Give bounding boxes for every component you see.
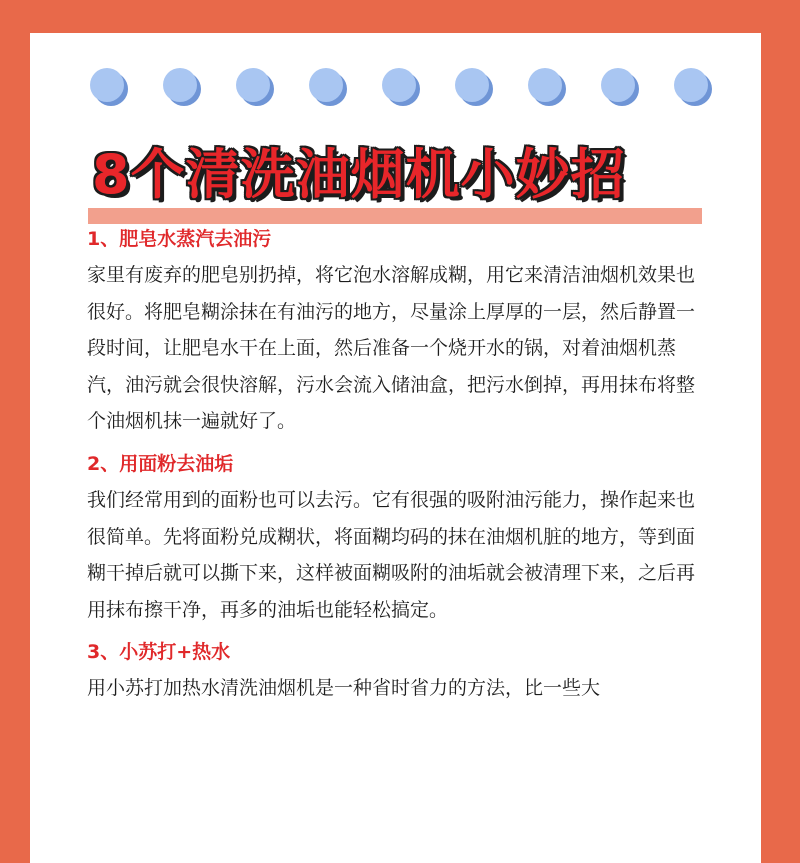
binder-ring-icon — [163, 68, 197, 102]
title-block — [88, 138, 708, 233]
page-title: 8个清洗油烟机小妙招 — [92, 143, 626, 206]
binder-rings — [30, 33, 761, 133]
binder-ring-icon — [455, 68, 489, 102]
section-heading-1: 1、肥皂水蒸汽去油污 — [87, 228, 272, 250]
binder-ring-icon — [674, 68, 708, 102]
binder-ring-icon — [601, 68, 635, 102]
binder-ring-icon — [309, 68, 343, 102]
section-body-1: 家里有废弃的肥皂别扔掉，将它泡水溶解成糊，用它来清洁油烟机效果也很好。将肥皂糊涂抹在有油污的地方，尽量涂上厚厚的一层，然后静置一段时间，让肥皂水干在上面，然后准备一个烧开水的锅，对着油烟机蒸汽，油污就会很快溶解，污水会流入储油盒，把污水倒掉，再用抹布将整个油烟机抹一遍就好了。 — [87, 264, 696, 433]
binder-ring-icon — [236, 68, 270, 102]
section-body-2: 我们经常用到的面粉也可以去污。它有很强的吸附油污能力，操作起来也很简单。先将面粉兑成糊状，将面糊均码的抹在油烟机脏的地方，等到面糊干掉后就可以撕下来，这样被面糊吸附的油垢就会被清理下来，之后再用抹布擦干净，再多的油垢也能轻松搞定。 — [87, 488, 696, 621]
section-heading-2: 2、用面粉去油垢 — [87, 452, 234, 475]
binder-ring-icon — [382, 68, 416, 102]
notebook-page — [30, 33, 761, 863]
section-heading-3: 3、小苏打+热水 — [87, 641, 231, 664]
section-body-3: 用小苏打加热水清洗油烟机是一种省时省力的方法，比一些大 — [87, 677, 601, 700]
binder-ring-icon — [528, 68, 562, 102]
article-content — [87, 221, 707, 713]
binder-ring-icon — [90, 68, 124, 102]
